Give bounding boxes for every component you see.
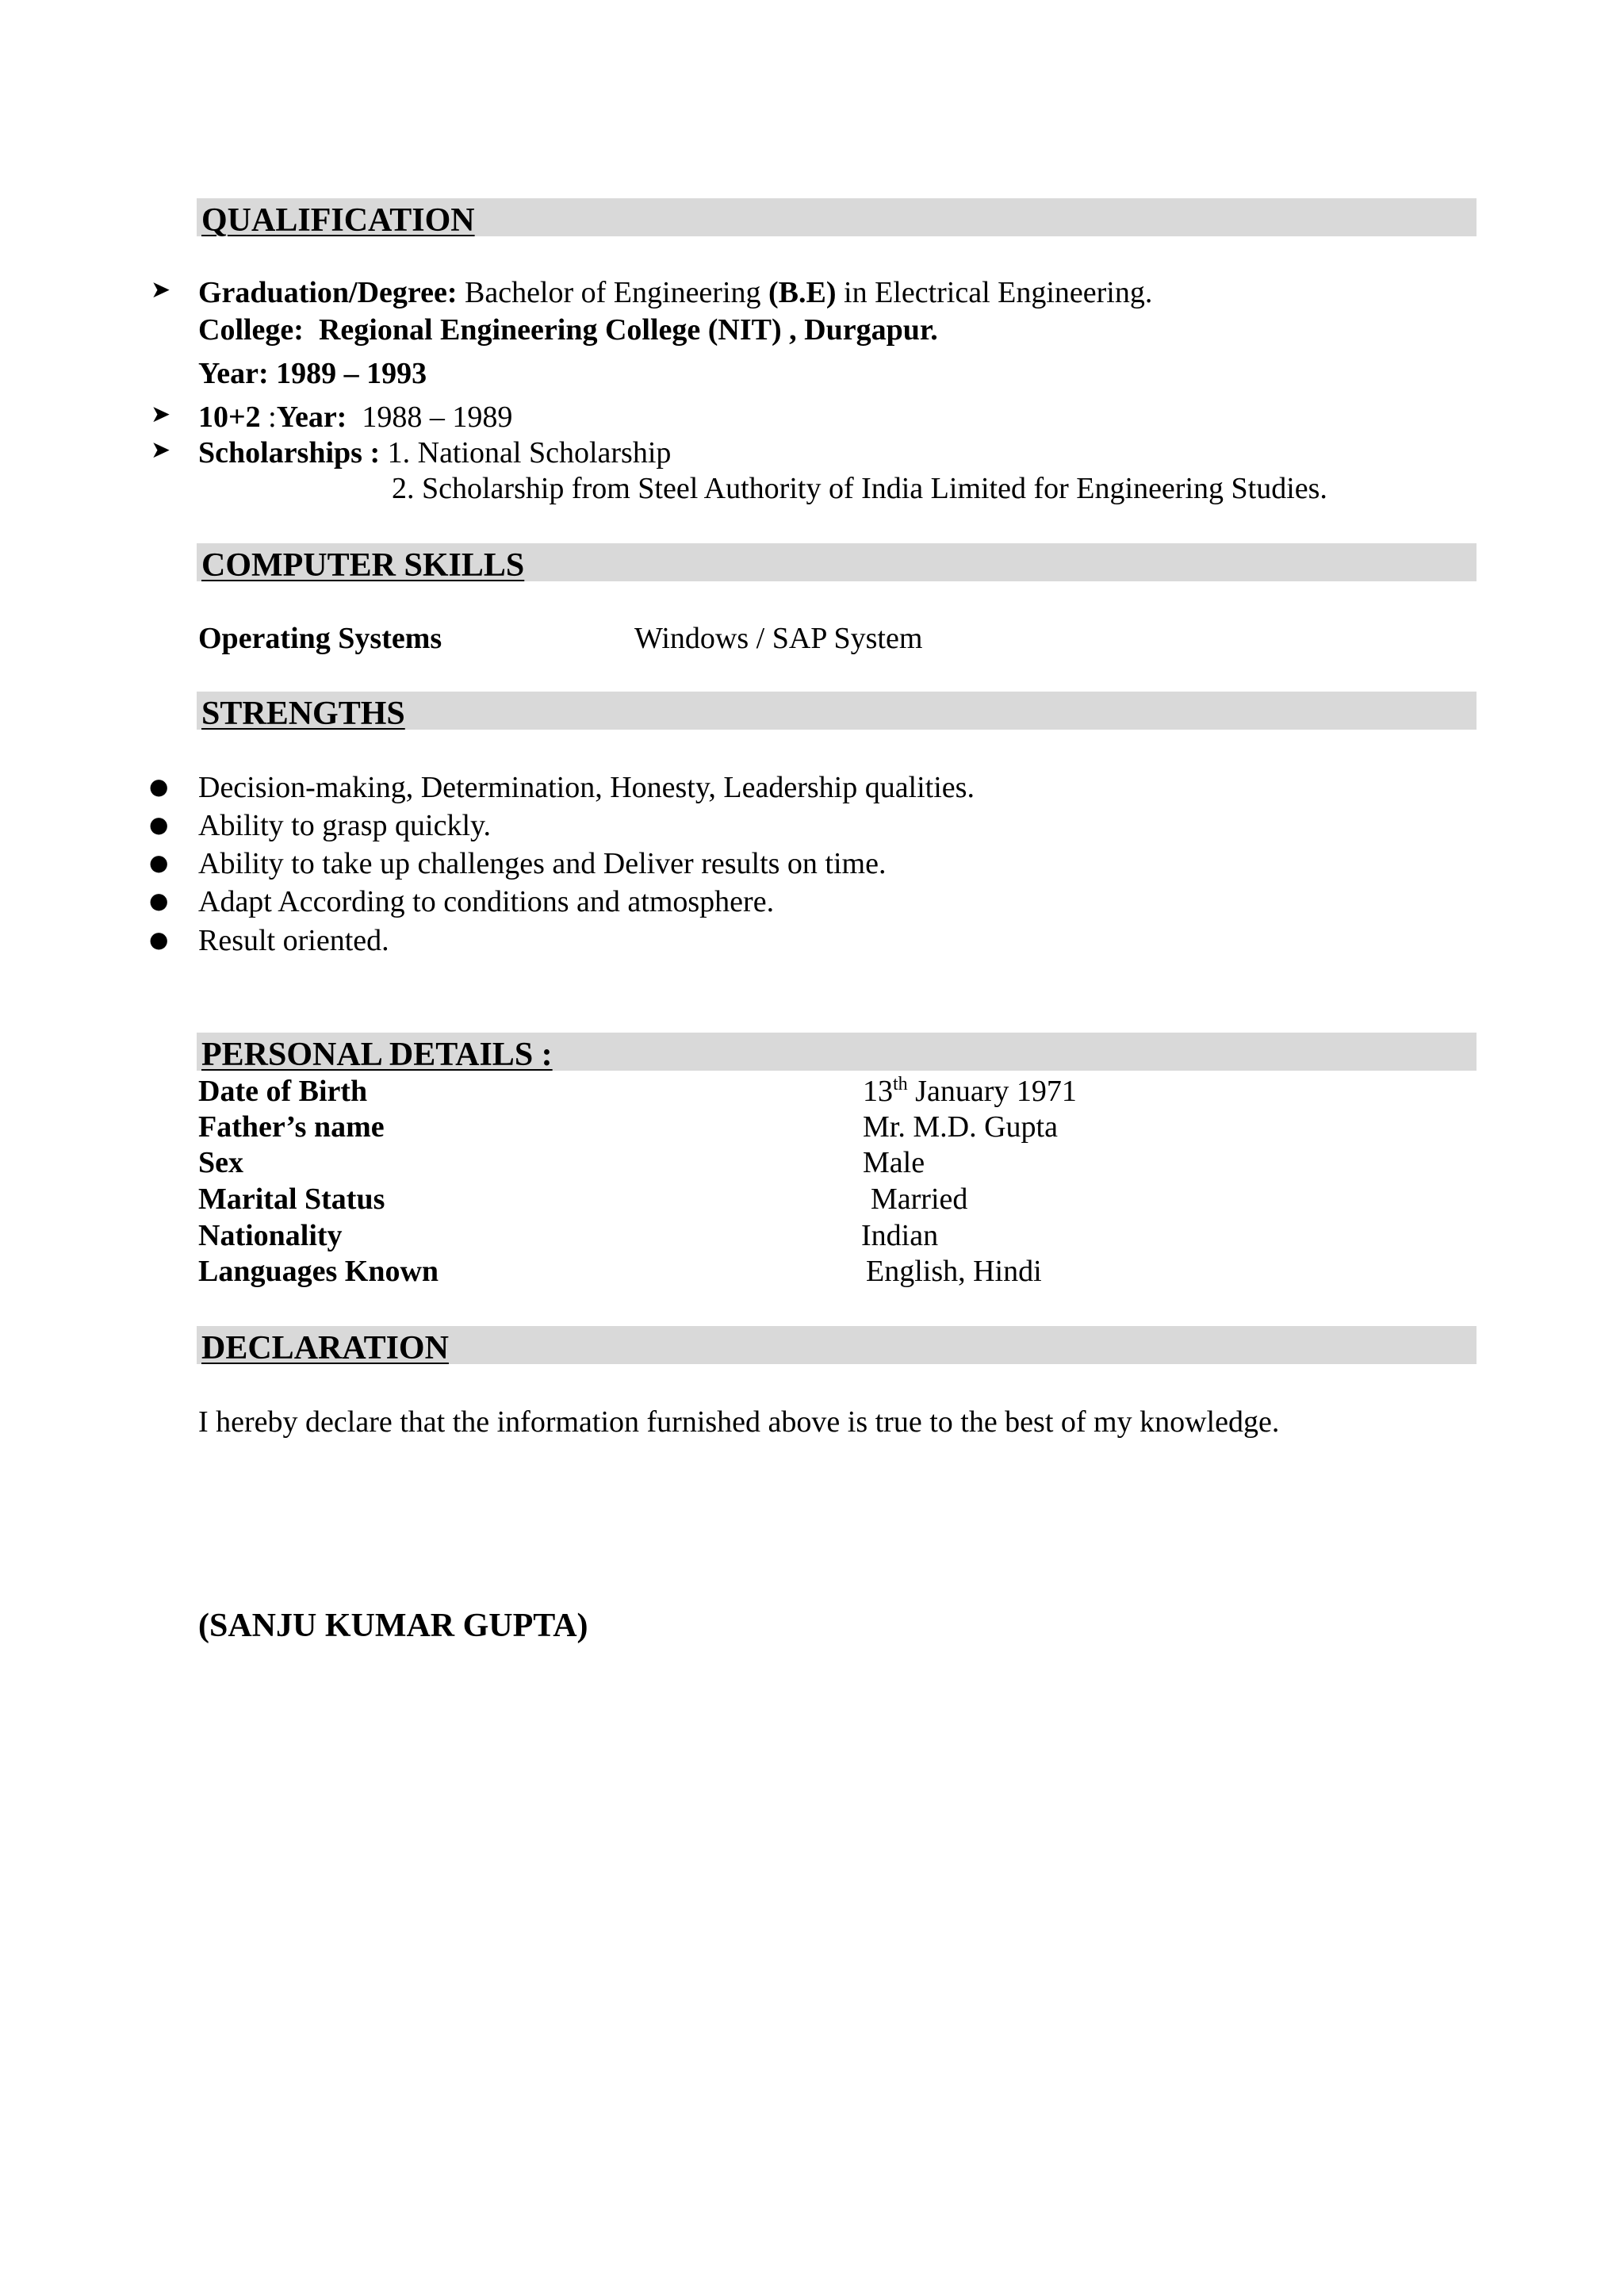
languages-label: Languages Known <box>198 1255 439 1288</box>
bullet-dot-icon: ● <box>149 926 169 953</box>
strength-item: Ability to take up challenges and Deliver results on time. <box>198 847 887 880</box>
personal-details-heading-band <box>197 1033 1477 1071</box>
nationality-value: Indian <box>861 1219 939 1252</box>
arrow-bullet-icon: ➤ <box>151 401 171 428</box>
signature-name: (SANJU KUMAR GUPTA) <box>198 1608 588 1644</box>
languages-value: English, Hindi <box>866 1255 1042 1288</box>
declaration-heading-band <box>197 1326 1477 1364</box>
father-label: Father’s name <box>198 1110 385 1144</box>
computer-skills-heading: COMPUTER SKILLS <box>201 547 525 584</box>
qualification-heading: QUALIFICATION <box>201 202 475 239</box>
sex-label: Sex <box>198 1146 243 1179</box>
dob-label: Date of Birth <box>198 1075 368 1108</box>
bullet-dot-icon: ● <box>149 811 169 838</box>
os-label: Operating Systems <box>198 622 442 655</box>
college-line: College: Regional Engineering College (NIT) , Durgapur. <box>198 313 938 347</box>
bullet-dot-icon: ● <box>149 849 169 876</box>
personal-details-heading: PERSONAL DETAILS : <box>201 1037 553 1073</box>
bullet-dot-icon: ● <box>149 773 169 799</box>
os-value: Windows / SAP System <box>634 622 923 655</box>
computer-skills-heading-band <box>197 543 1477 584</box>
nationality-label: Nationality <box>198 1219 343 1252</box>
marital-value: Married <box>871 1182 968 1216</box>
arrow-bullet-icon: ➤ <box>151 276 171 304</box>
qualification-heading-band <box>197 198 1477 239</box>
year-line: Year: 1989 – 1993 <box>198 357 427 390</box>
bullet-dot-icon: ● <box>149 887 169 914</box>
strengths-heading-band <box>197 692 1477 730</box>
strength-item: Adapt According to conditions and atmosphere. <box>198 885 775 918</box>
declaration-heading: DECLARATION <box>201 1330 449 1366</box>
scholarship-2-line: 2. Scholarship from Steel Authority of India Limited for Engineering Studies. <box>392 472 1327 505</box>
marital-label: Marital Status <box>198 1182 385 1216</box>
dob-value: 13th January 1971 <box>863 1074 1077 1108</box>
strength-item: Result oriented. <box>198 924 389 957</box>
hsc-line: 10+2 :Year: 1988 – 1989 <box>198 401 513 434</box>
sex-value: Male <box>863 1146 925 1179</box>
father-value: Mr. M.D. Gupta <box>863 1110 1058 1144</box>
scholarships-line: Scholarships : 1. National Scholarship <box>198 436 672 470</box>
graduation-line: Graduation/Degree: Bachelor of Engineering (B.E) in Electrical Engineering. <box>198 276 1153 309</box>
strengths-heading: STRENGTHS <box>201 696 405 732</box>
strength-item: Ability to grasp quickly. <box>198 809 492 842</box>
declaration-text: I hereby declare that the information furnished above is true to the best of my knowledge. <box>198 1405 1280 1439</box>
strength-item: Decision-making, Determination, Honesty, Leadership qualities. <box>198 771 975 804</box>
arrow-bullet-icon: ➤ <box>151 436 171 464</box>
